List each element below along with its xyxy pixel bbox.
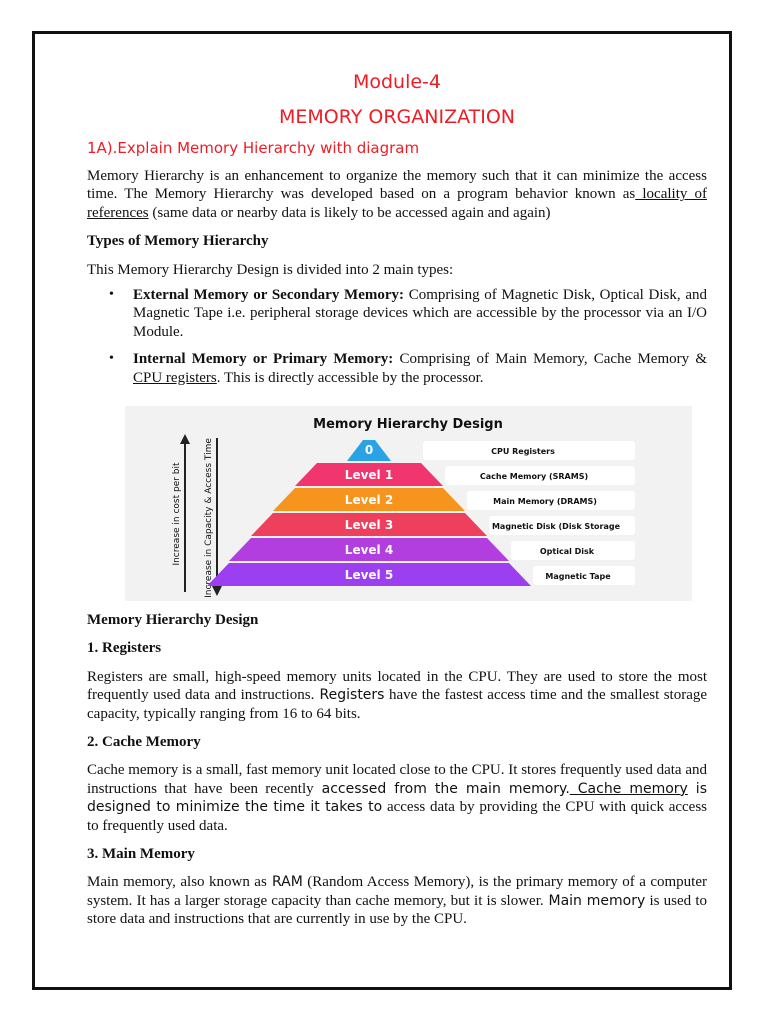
list-item-text: Comprising of Main Memory, Cache Memory & — [393, 351, 707, 368]
level-description: Magnetic Tape — [545, 572, 611, 581]
ram-term: RAM — [266, 874, 303, 891]
list-item-text: Comprising of Magnetic Disk, Optical Disk, and Magnetic Tape i.e. peripheral storage devices which are accessible by the processor via an I/O Module. — [133, 287, 707, 340]
cost-arrow-head — [180, 434, 190, 444]
types-heading: Types of Memory Hierarchy — [87, 233, 269, 250]
pyramid — [207, 440, 635, 586]
pyramid-level-label: Level 2 — [344, 493, 394, 507]
main-paragraph — [87, 873, 707, 928]
document-body — [87, 66, 707, 396]
page-title: MEMORY ORGANIZATION — [279, 106, 515, 128]
list-item-term: Internal Memory or Primary Memory: — [133, 351, 394, 368]
level-description: Optical Disk — [539, 547, 595, 556]
main-heading: 3. Main Memory — [87, 846, 195, 863]
intro-text-end: (same data or nearby data is likely to be accessed again and again) — [148, 204, 551, 221]
intro-text: Memory Hierarchy is an enhancement to organize the memory such that it can minimize the access time. The Memory Hierarchy was developed based on a program behavior known as — [87, 168, 707, 203]
cache-paragraph — [87, 761, 707, 835]
memory-hierarchy-svg — [125, 406, 692, 601]
main-text-end: is used to store data and instructions that are currently in use by the CPU. — [87, 892, 707, 928]
cache-text-end: access data by providing the CPU with quick access to frequently used data. — [87, 799, 707, 834]
pyramid-level-label: Level 4 — [344, 543, 394, 557]
list-item — [113, 286, 707, 341]
registers-text-end: have the fastest access time and the smallest storage capacity, typically ranging from 16 to 64 bits. — [87, 687, 708, 722]
pyramid-level-label: Level 1 — [344, 468, 394, 482]
types-list — [87, 286, 707, 387]
diagram-caption: Memory Hierarchy Design — [87, 612, 259, 628]
list-item — [113, 350, 707, 387]
pyramid-level-label: Level 3 — [344, 518, 394, 532]
memory-hierarchy-diagram — [125, 406, 692, 601]
pyramid-level-label: Level 5 — [344, 568, 394, 582]
level-description: Magnetic Disk (Disk Storage — [491, 522, 621, 531]
level-description: Main Memory (DRAMS) — [493, 497, 597, 506]
cache-heading: 2. Cache Memory — [87, 734, 201, 751]
module-title: Module-4 — [352, 71, 442, 93]
registers-paragraph — [87, 668, 707, 723]
main-memory-term: Main memory — [543, 892, 646, 909]
question-heading: 1A).Explain Memory Hierarchy with diagram — [87, 139, 420, 157]
registers-heading: 1. Registers — [87, 640, 162, 657]
capacity-axis-label: Increase in Capacity & Access Time — [204, 438, 214, 598]
cache-text-sans: accessed from the main memory. — [313, 780, 570, 797]
main-text: Main memory, also known as — [87, 874, 267, 891]
cache-text: Cache memory is a small, fast memory unit located close to the CPU. It stores frequently used data and instructions that have been recently — [87, 762, 707, 797]
main-text-2: (Random Access Memory), is the primary memory of a computer system. It has a larger storage capacity than cache memory, but it is slower. — [87, 874, 708, 909]
list-item-term: External Memory or Secondary Memory: — [133, 287, 405, 304]
cpu-registers-link[interactable]: CPU registers — [133, 369, 217, 386]
intro-paragraph — [87, 167, 707, 222]
level-description: CPU Registers — [491, 447, 555, 456]
cache-text-sans-2: is designed to minimize the time it takes to — [87, 780, 707, 816]
diagram-title: Memory Hierarchy Design — [313, 417, 503, 432]
cost-axis-label: Increase in cost per bit — [172, 462, 182, 566]
document-body-lower — [87, 611, 707, 929]
axis-arrows — [172, 434, 222, 598]
cache-memory-link[interactable]: Cache memory — [569, 780, 688, 797]
pyramid-level-label: 0 — [364, 443, 374, 457]
registers-text: Registers are small, high-speed memory units located in the CPU. They are used to store the most frequently used data and instructions. — [87, 668, 707, 704]
list-item-text-end: . This is directly accessible by the processor. — [216, 369, 484, 386]
level-description: Cache Memory (SRAMS) — [479, 472, 589, 481]
types-lead: This Memory Hierarchy Design is divided into 2 main types: — [87, 261, 454, 278]
registers-term: Registers — [314, 687, 385, 704]
locality-link[interactable]: locality of references — [87, 186, 708, 221]
